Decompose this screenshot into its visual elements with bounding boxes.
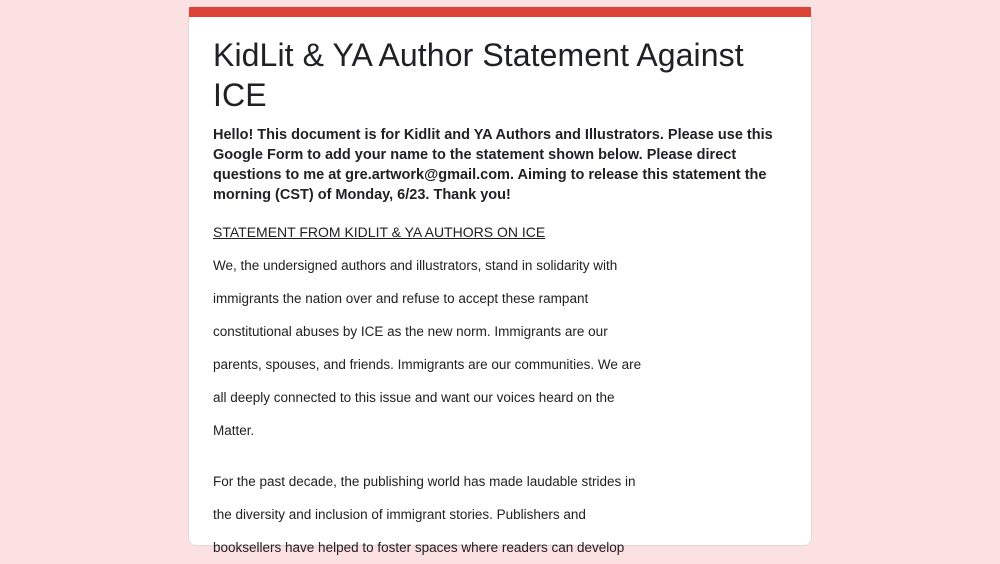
form-header xyxy=(189,17,811,564)
statement-line: parents, spouses, and friends. Immigrants are our communities. We are xyxy=(213,357,642,372)
statement-paragraph-2 xyxy=(213,465,787,564)
statement-line: Matter. xyxy=(213,423,255,438)
statement-line: all deeply connected to this issue and want our voices heard on the xyxy=(213,390,615,405)
statement-line: For the past decade, the publishing world has made laudable strides in xyxy=(213,474,636,489)
paragraph-spacer xyxy=(213,447,787,465)
statement-line: constitutional abuses by ICE as the new norm. Immigrants are our xyxy=(213,324,608,339)
form-card xyxy=(188,6,812,555)
statement-line: booksellers have helped to foster spaces where readers can develop xyxy=(213,540,625,555)
form-accent-bar xyxy=(189,7,811,17)
statement-line: immigrants the nation over and refuse to accept these rampant xyxy=(213,291,589,306)
statement-line: We, the undersigned authors and illustrators, stand in solidarity with xyxy=(213,258,618,273)
form-title: KidLit & YA Author Statement Against ICE xyxy=(213,37,744,113)
statement-paragraph-1 xyxy=(213,249,787,447)
form-description: Hello! This document is for Kidlit and YA Authors and Illustrators. Please use this Google Form to add your name to the statement shown below. Please direct questions to me at gre.artwork@gmail.com. Aiming to release this statement the morning (CST) of Monday, 6/23. Thank you! xyxy=(213,127,773,203)
statement-line: the diversity and inclusion of immigrant stories. Publishers and xyxy=(213,507,586,522)
statement-heading: STATEMENT FROM KIDLIT & YA AUTHORS ON ICE xyxy=(213,224,546,240)
